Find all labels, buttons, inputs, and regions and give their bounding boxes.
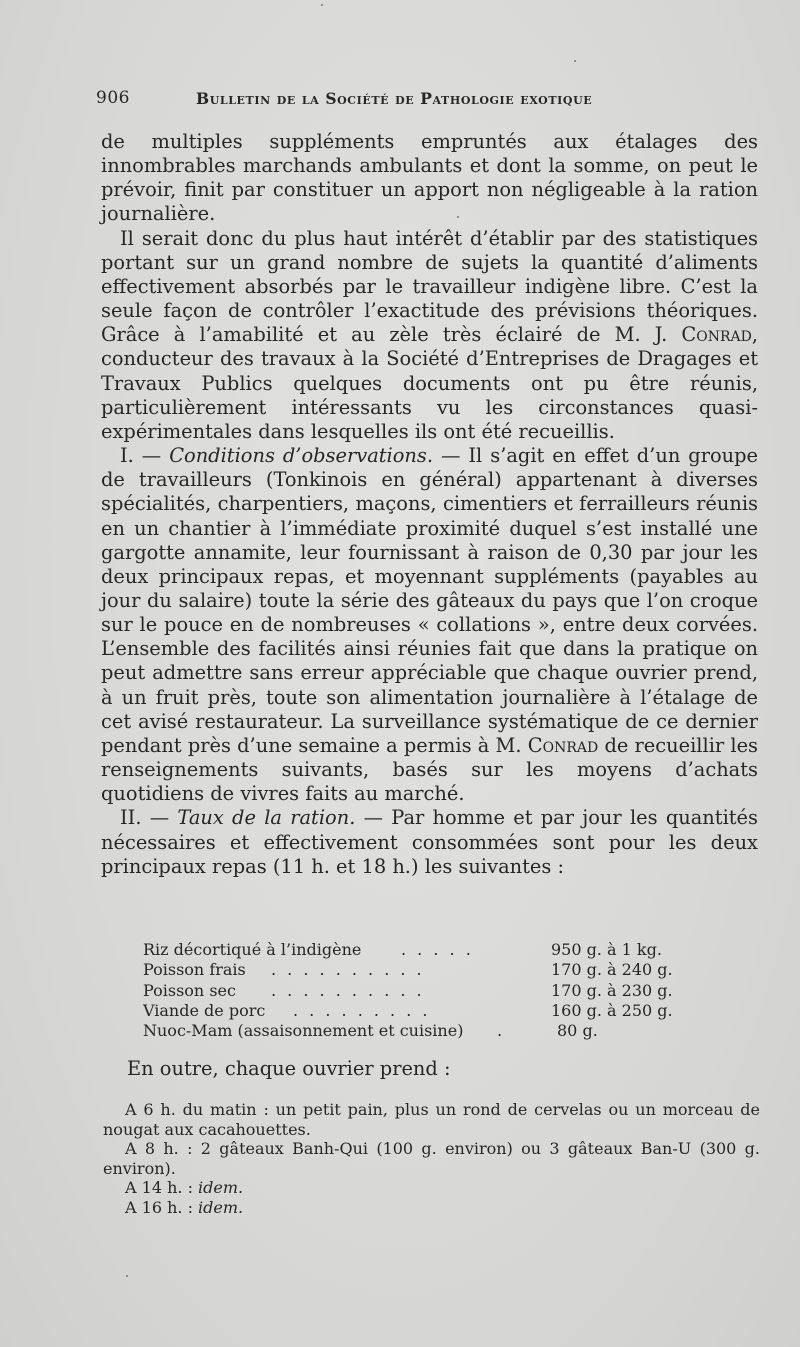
- leader-dots: .: [497, 1021, 506, 1041]
- table-row: [143, 1021, 713, 1041]
- author-name-conrad: Conrad: [527, 733, 599, 757]
- food-item: Riz décortiqué à l’indigène: [143, 940, 362, 959]
- journal-title: Bulletin de la Société de Pathologie exotique: [196, 89, 593, 108]
- ration-table: [143, 940, 713, 1041]
- paragraph-statistics-text: Il serait donc du plus haut intérêt d’établir par des statistiques portant sur un grand nombre de sujets la quantité d’aliments effectivement absorbés par le travailleur indigène libre. C’est la seule façon de contrôler l’exactitude des prévisions théoriques. Grâce à l’amabilité et au zèle très éclairé de M. J.: [101, 226, 758, 347]
- paper-speck: [321, 4, 323, 6]
- food-quantity: 950 g. à 1 kg.: [551, 940, 662, 959]
- table-row: [143, 940, 713, 960]
- snack-time: A 14 h. :: [125, 1178, 199, 1197]
- snack-6h: A 6 h. du matin : un petit pain, plus un rond de cervelas ou un morceau de nougat aux cacahouettes.: [103, 1100, 760, 1139]
- paragraph-statistics-end: , conducteur des travaux à la Société d’Entreprises de Dragages et Travaux Publics quelques documents ont pu être réunis, particulièrement intéressants vu les circonstances quasi-expérimentales dans lesquelles ils ont été recueillis.: [101, 323, 758, 443]
- paper-speck: [457, 216, 459, 218]
- snack-time: A 16 h. :: [125, 1197, 199, 1217]
- snack-schedule: [103, 1100, 760, 1217]
- snack-14h: [103, 1178, 760, 1198]
- food-item: Viande de porc: [143, 1000, 266, 1020]
- page-number: 906: [96, 88, 130, 108]
- food-quantity: 160 g. à 250 g.: [551, 1000, 673, 1020]
- snack-idem: idem.: [198, 1178, 244, 1197]
- author-name-conrad: Conrad: [681, 323, 752, 347]
- section-heading-ration: Taux de la ration.: [177, 806, 356, 830]
- food-quantity: 80 g.: [557, 1021, 598, 1041]
- leader-dots: . . . . . . . . . .: [271, 980, 425, 1000]
- snack-16h: [103, 1198, 760, 1218]
- additional-intake-intro: En outre, chaque ouvrier prend :: [127, 1057, 451, 1080]
- leader-dots: . . . . . . . . . .: [271, 960, 425, 980]
- paragraph-statistics: [101, 227, 758, 444]
- section-conditions-end: de recueillir les renseignements suivants, basés sur les moyens d’achats quotidiens de vivres faits au marché.: [101, 733, 759, 806]
- food-quantity: 170 g. à 240 g.: [551, 960, 673, 980]
- paper-speck: [126, 1275, 128, 1277]
- body-text: [101, 130, 758, 879]
- food-item: Poisson sec: [143, 980, 236, 1000]
- leader-dots: . . . . . . . . .: [293, 1000, 431, 1020]
- section-conditions: [101, 444, 758, 806]
- section-heading-conditions: Conditions d’observations.: [169, 444, 434, 468]
- food-quantity: 170 g. à 230 g.: [551, 980, 673, 1000]
- table-row: [143, 1001, 713, 1021]
- food-item: Poisson frais: [143, 960, 246, 980]
- leader-dots: . . . . .: [401, 940, 474, 959]
- section-number-2: II. —: [120, 806, 178, 830]
- section-conditions-text: — Il s’agit en effet d’un groupe de travailleurs (Tonkinois en général) appartenant à diverses spécialités, charpentiers, maçons, cimentiers et ferrailleurs réunis en un chantier à l’immédiate proximité duquel s’est installé une gargotte annamite, leur fournissant à raison de 0,30 par jour les deux principaux repas, et moyennant suppléments (payables au jour du salaire) toute la série des gâteaux du pays que l’on croque sur le pouce en de nombreuses « collations », entre deux corvées. L’ensemble des facilités ainsi réunies fait que dans la pratique on peut admettre sans erreur appréciable que chaque ouvrier prend, à un fruit près, toute son alimentation journalière à l’étalage de cet avisé restaurateur. La surveillance systématique de ce dernier pendant près d’une semaine a permis à M.: [101, 444, 759, 757]
- table-row: [143, 960, 713, 980]
- snack-idem: idem.: [198, 1197, 244, 1217]
- snack-8h: A 8 h. : 2 gâteaux Banh-Qui (100 g. environ) ou 3 gâteaux Ban-U (300 g. environ).: [103, 1139, 760, 1178]
- section-number-1: I. —: [120, 444, 170, 468]
- section-ration-text: — Par homme et par jour les quantités nécessaires et effectivement consommées sont pour les deux principaux repas (11 h. et 18 h.) les suivantes :: [101, 806, 758, 878]
- food-item: Nuoc-Mam (assaisonnement et cuisine): [143, 1021, 464, 1041]
- table-row: [143, 981, 713, 1001]
- section-ration: [101, 806, 758, 878]
- paper-speck: [574, 60, 576, 62]
- paragraph-continuation: de multiples suppléments empruntés aux étalages des innombrables marchands ambulants et dont la somme, on peut le prévoir, finit par constituer un apport non négligeable à la ration journalière.: [101, 130, 758, 226]
